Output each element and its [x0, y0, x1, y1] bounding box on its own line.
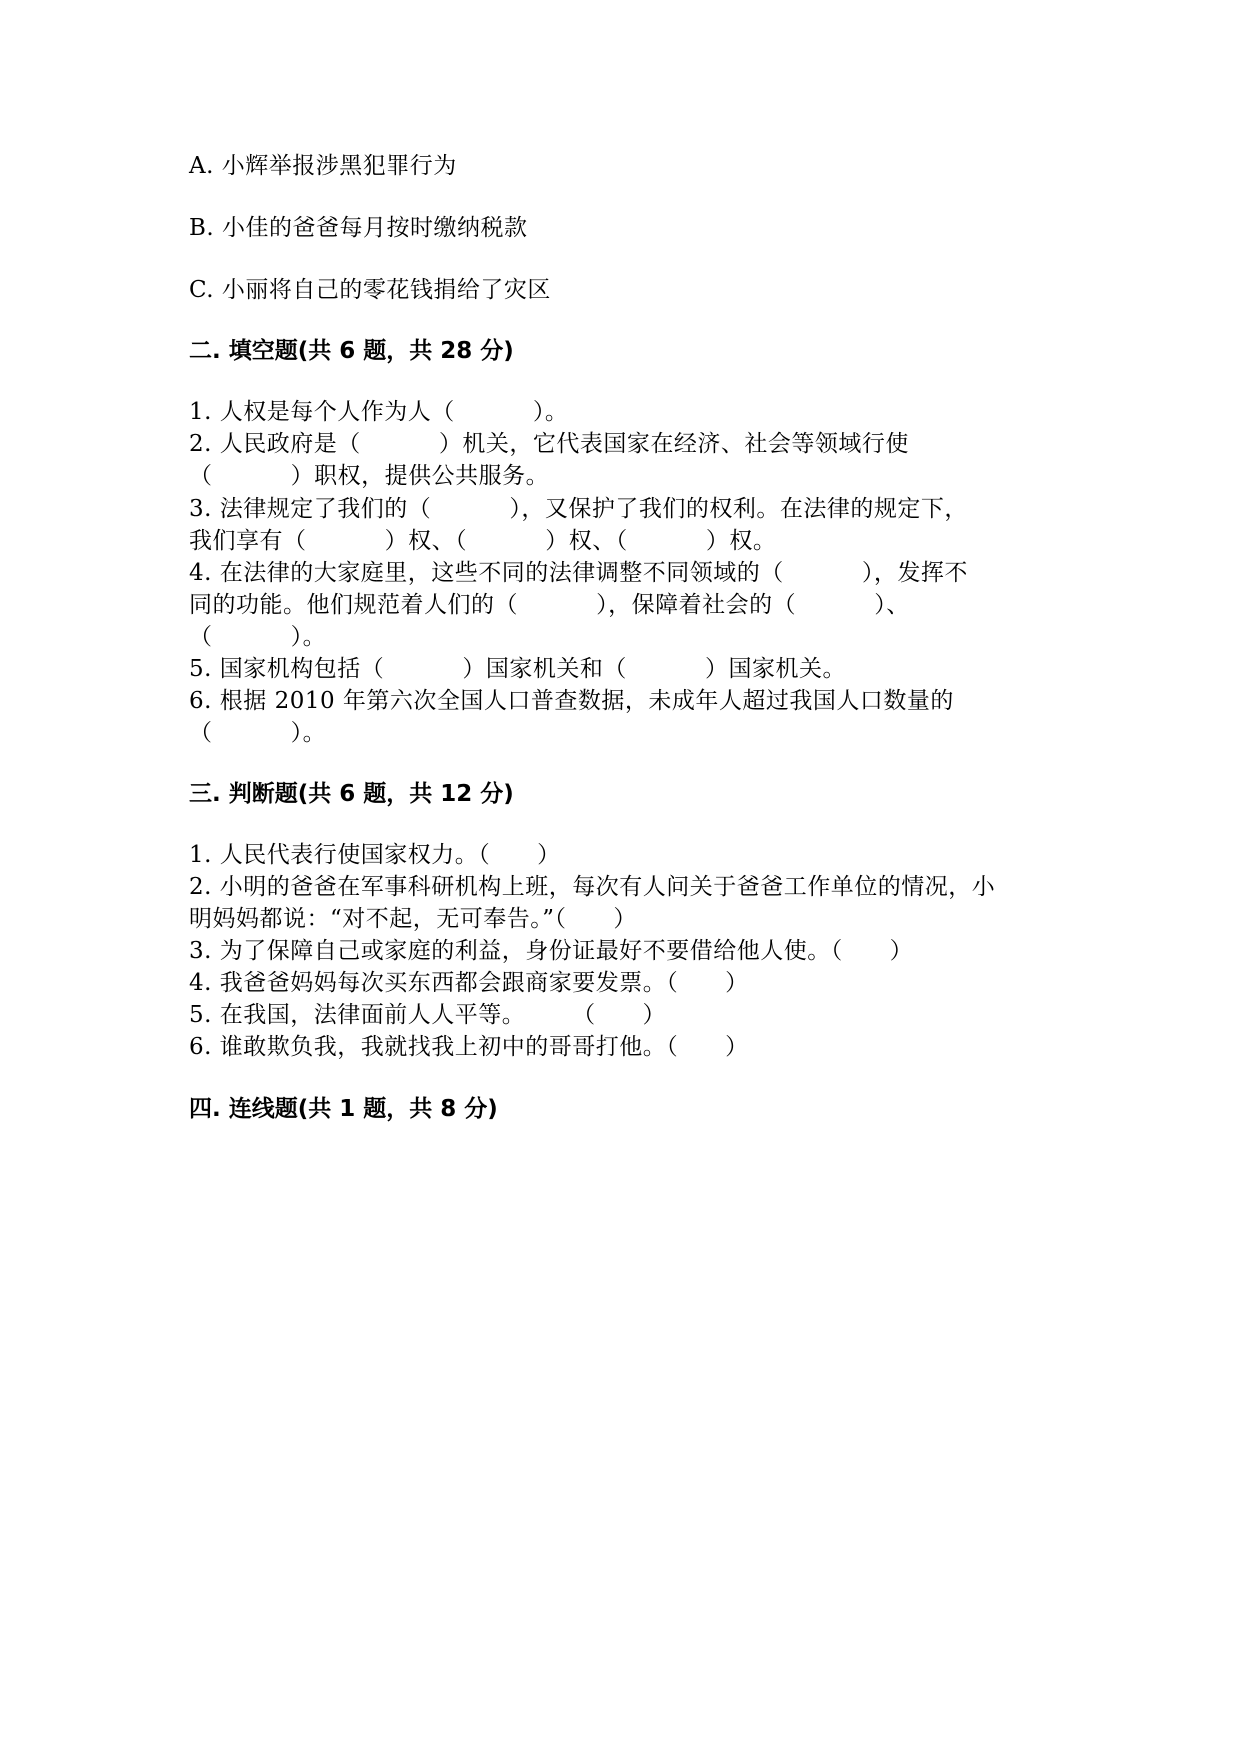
fill-blank-line: 5. 国家机构包括（ ）国家机关和（ ）国家机关。 — [189, 656, 846, 682]
fill-blank-line: （ ）。 — [189, 624, 327, 650]
section-heading-fill-blank: 二. 填空题(共 6 题，共 28 分) — [189, 338, 514, 364]
true-false-line: 3. 为了保障自己或家庭的利益，身份证最好不要借给他人使。（ ） — [189, 938, 914, 964]
fill-blank-line: （ ）职权，提供公共服务。 — [189, 463, 550, 489]
fill-blank-line: 3. 法律规定了我们的（ ），又保护了我们的权利。在法律的规定下， — [189, 496, 968, 522]
fill-blank-line: 我们享有（ ）权、（ ）权、（ ）权。 — [189, 528, 777, 554]
true-false-line: 2. 小明的爸爸在军事科研机构上班，每次有人问关于爸爸工作单位的情况，小 — [189, 874, 996, 900]
true-false-line: 5. 在我国，法律面前人人平等。 （ ） — [189, 1002, 666, 1028]
true-false-line: 4. 我爸爸妈妈每次买东西都会跟商家要发票。（ ） — [189, 970, 749, 996]
choice-c: C. 小丽将自己的零花钱捐给了灾区 — [189, 277, 551, 303]
fill-blank-line: （ ）。 — [189, 720, 327, 746]
fill-blank-line: 同的功能。他们规范着人们的（ ），保障着社会的（ ）、 — [189, 592, 910, 618]
fill-blank-line: 1. 人权是每个人作为人（ ）。 — [189, 399, 569, 425]
fill-blank-line: 2. 人民政府是（ ）机关，它代表国家在经济、社会等领域行使 — [189, 431, 909, 457]
section-heading-true-false: 三. 判断题(共 6 题，共 12 分) — [189, 781, 514, 807]
fill-blank-line: 6. 根据 2010 年第六次全国人口普查数据，未成年人超过我国人口数量的 — [189, 688, 954, 714]
choice-a: A. 小辉举报涉黑犯罪行为 — [189, 153, 457, 179]
choice-b: B. 小佳的爸爸每月按时缴纳税款 — [189, 215, 528, 241]
fill-blank-line: 4. 在法律的大家庭里，这些不同的法律调整不同领域的（ ），发挥不 — [189, 560, 968, 586]
true-false-line: 明妈妈都说：“对不起，无可奉告。”（ ） — [189, 906, 637, 932]
true-false-line: 6. 谁敢欺负我，我就找我上初中的哥哥打他。（ ） — [189, 1034, 749, 1060]
true-false-line: 1. 人民代表行使国家权力。（ ） — [189, 842, 561, 868]
section-heading-matching: 四. 连线题(共 1 题，共 8 分) — [189, 1096, 498, 1122]
